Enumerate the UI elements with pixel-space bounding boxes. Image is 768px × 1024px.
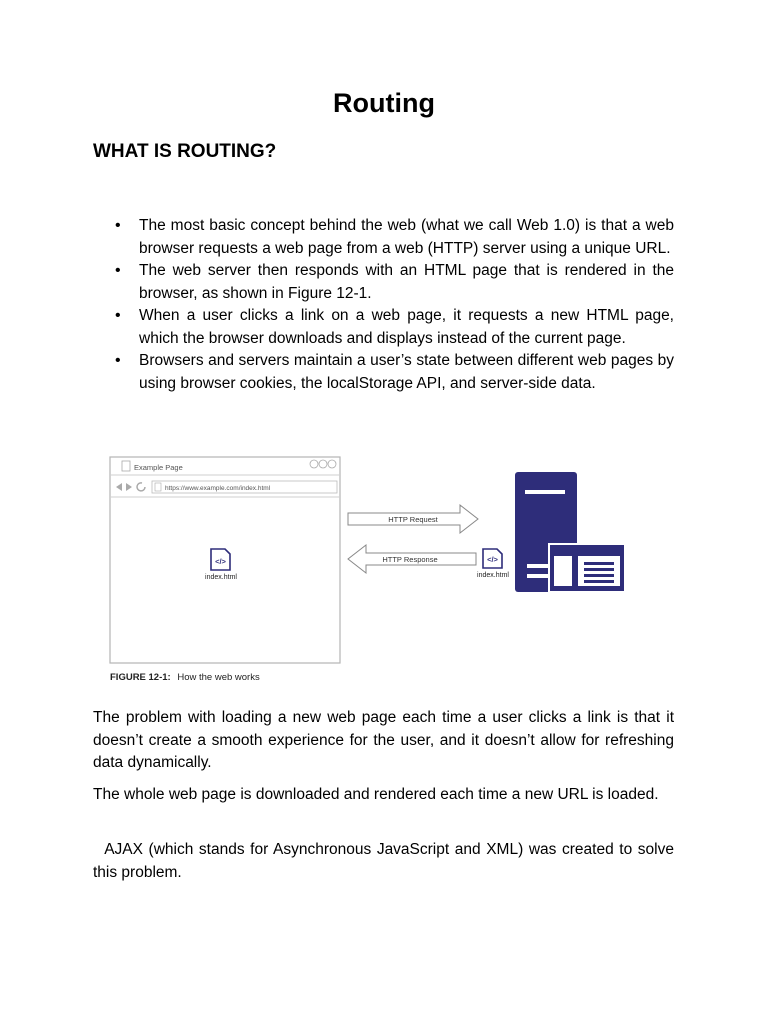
window-control-icon — [310, 460, 318, 468]
window-control-icon — [328, 460, 336, 468]
html-file-icon — [211, 549, 230, 570]
request-arrow — [348, 505, 478, 533]
bullet-list — [93, 215, 674, 395]
response-arrow — [348, 545, 476, 573]
address-url: https://www.example.com/index.html — [165, 485, 271, 492]
bullet-item: • The most basic concept behind the web (what we call Web 1.0) is that a web browser requests a web page from a web (HTTP) server using a unique URL. — [93, 215, 674, 260]
figure-caption-text: How the web works — [177, 672, 260, 683]
paragraph: The problem with loading a new web page each time a user clicks a link is that it doesn’t create a smooth experience for the user, and it doesn’t allow for refreshing data dynamically. — [93, 709, 674, 771]
svg-text:</>: </> — [215, 557, 226, 566]
tab-page-icon — [122, 461, 130, 471]
page-title: Routing — [333, 88, 435, 118]
browser-window — [110, 457, 340, 663]
paragraph-text: AJAX (which stands for Asynchronous JavaScript and XML) was created to solve this problem. — [93, 841, 674, 881]
request-label: HTTP Request — [388, 515, 438, 524]
svg-text:</>: </> — [487, 555, 498, 564]
bullet-item: • When a user clicks a link on a web page, it requests a new HTML page, which the browser downloads and displays instead of the current page. — [93, 305, 674, 350]
section-heading: WHAT IS ROUTING? — [93, 141, 277, 162]
window-control-icon — [319, 460, 327, 468]
paragraph: The whole web page is downloaded and rendered each time a new URL is loaded. — [93, 786, 659, 803]
figure-caption-prefix: FIGURE 12-1: — [110, 672, 171, 683]
html-file-icon — [483, 549, 502, 568]
figure-web-diagram — [108, 452, 640, 688]
page-file-label: index.html — [205, 574, 237, 581]
server-file-label: index.html — [477, 572, 509, 579]
browser-tab-label: Example Page — [134, 463, 183, 472]
server-icon — [515, 472, 625, 592]
bullet-item: • Browsers and servers maintain a user’s state between different web pages by using browser cookies, the localStorage API, and server-side data. — [93, 350, 674, 395]
response-label: HTTP Response — [382, 555, 438, 564]
figure-caption — [110, 672, 260, 683]
bullet-item: • The web server then responds with an HTML page that is rendered in the browser, as shown in Figure 12-1. — [93, 260, 674, 305]
paragraph — [93, 839, 674, 884]
address-page-icon — [155, 483, 161, 491]
